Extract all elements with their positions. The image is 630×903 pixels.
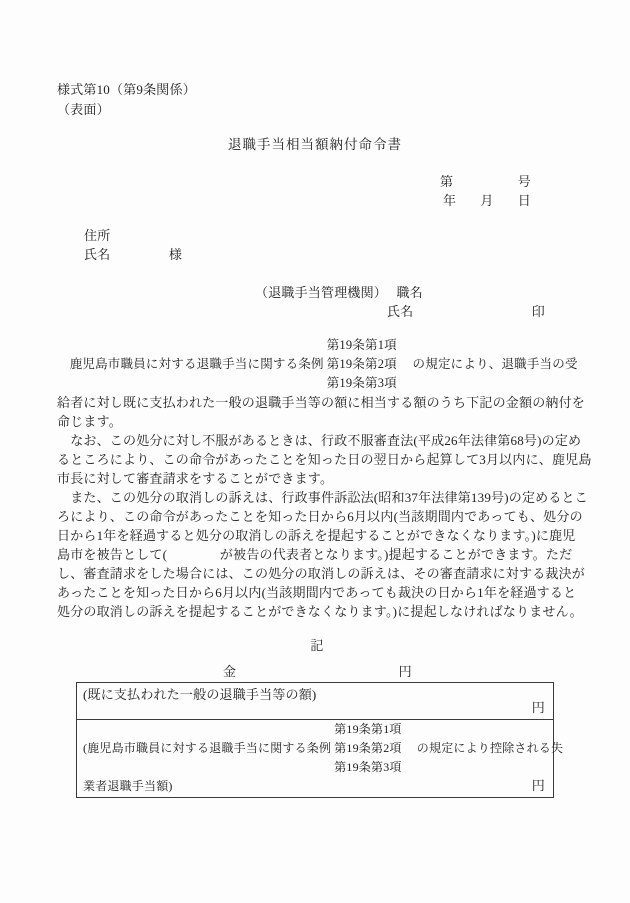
issuer-seal-mark: 印 bbox=[531, 304, 545, 319]
body-line: 市長に対して審査請求をすることができます。 bbox=[57, 471, 334, 486]
row2-unit-label: 円 bbox=[531, 778, 545, 793]
side-label: （表面） bbox=[57, 102, 110, 117]
statute-item-2: 第19条第2項 bbox=[334, 741, 402, 755]
form-number: 様式第10（第9条関係） bbox=[57, 82, 196, 97]
statute-item-stack bbox=[327, 336, 397, 393]
issuer-name-line bbox=[387, 302, 545, 321]
document-title: 退職手当相当額納付命令書 bbox=[228, 137, 402, 152]
doc-number-prefix: 第 bbox=[440, 174, 454, 189]
issuer-org-label: （退職手当管理機関） bbox=[255, 285, 388, 300]
doc-number-suffix: 号 bbox=[517, 174, 531, 189]
row2-continuation-text: 業者退職手当額) bbox=[83, 779, 173, 793]
clause-pre-text: 鹿児島市職員に対する退職手当に関する条例 bbox=[57, 357, 324, 371]
body-line: 日から1年を経過すると処分の取消しの訴えを提起することができなくなります。)に鹿児 bbox=[57, 528, 576, 543]
body-line: ろにより、この命令があったことを知った日から6月以内(当該期間内であっても、処分の bbox=[57, 509, 583, 524]
body-line: なお、この処分に対し不服があるときは、行政不服審査法(平成26年法律第68号)の定め bbox=[57, 433, 582, 448]
issuer-name-label: 氏名 bbox=[387, 304, 414, 319]
statute-item-2: 第19条第2項 bbox=[326, 357, 397, 371]
row1-unit-label: 円 bbox=[531, 700, 545, 715]
statute-item-3: 第19条第3項 bbox=[334, 760, 402, 774]
body-line: し、審査請求をした場合には、この処分の取消しの訴えは、その審査請求に対する裁決が bbox=[57, 566, 586, 581]
payment-table bbox=[76, 682, 564, 798]
statute-item-3: 第19条第3項 bbox=[326, 376, 397, 390]
date-line bbox=[443, 191, 531, 210]
row2-pre-text: (鹿児島市職員に対する退職手当に関する条例 bbox=[83, 741, 332, 755]
table-row bbox=[77, 720, 564, 797]
row2-post-text: の規定により控除される失 bbox=[404, 741, 564, 755]
date-day-label: 日 bbox=[517, 193, 531, 208]
body-line: 給者に対し既に支払われた一般の退職手当等の額に相当する額のうち下記の金額の納付を bbox=[57, 395, 586, 410]
amount-currency-prefix: 金 bbox=[223, 664, 237, 679]
addressee-block bbox=[84, 226, 182, 264]
clause-post-text: の規定により、退職手当の受 bbox=[399, 357, 578, 371]
issuer-block bbox=[255, 283, 545, 321]
row2-statute-clause-row bbox=[83, 720, 564, 777]
body-text bbox=[57, 336, 592, 655]
row2-statute-item-stack bbox=[334, 720, 401, 777]
date-month-label: 月 bbox=[480, 193, 494, 208]
addressee-name-label: 氏名 bbox=[84, 247, 111, 262]
addressee-honorific: 様 bbox=[168, 247, 183, 262]
addressee-name-line bbox=[84, 245, 182, 264]
date-year-label: 年 bbox=[443, 193, 457, 208]
statute-item-1: 第19条第1項 bbox=[334, 722, 402, 736]
issuer-title-label: 職名 bbox=[396, 285, 423, 300]
body-line: 命じます。 bbox=[57, 414, 122, 429]
doc-number-line bbox=[440, 172, 531, 191]
table-row bbox=[77, 683, 553, 720]
record-heading: 記 bbox=[310, 638, 324, 653]
addressee-address-label: 住所 bbox=[84, 228, 111, 243]
body-line: るところにより、この命令があったことを知った日の翌日から起算して3月以内に、鹿児島 bbox=[57, 452, 592, 467]
body-line: 処分の取消しの訴えを提起することができなくなります。)に提起しなければなりません。 bbox=[57, 604, 583, 619]
issuer-org-line bbox=[255, 283, 545, 302]
body-line: あったことを知った日から6月以内(当該期間内であっても裁決の日から1年を経過すると bbox=[57, 585, 577, 600]
statute-item-1: 第19条第1項 bbox=[326, 338, 397, 352]
body-line: 島市を被告として( が被告の代表者となります。)提起することができます。ただ bbox=[57, 547, 573, 562]
amount-line bbox=[57, 662, 575, 681]
amount-currency-suffix: 円 bbox=[398, 664, 412, 679]
statute-clause-row bbox=[57, 336, 577, 393]
row1-label: (既に支払われた一般の退職手当等の額) bbox=[83, 687, 317, 702]
body-line: また、この処分の取消しの訴えは、行政事件訴訟法(昭和37年法律第139号)の定めるとこ bbox=[57, 490, 588, 505]
